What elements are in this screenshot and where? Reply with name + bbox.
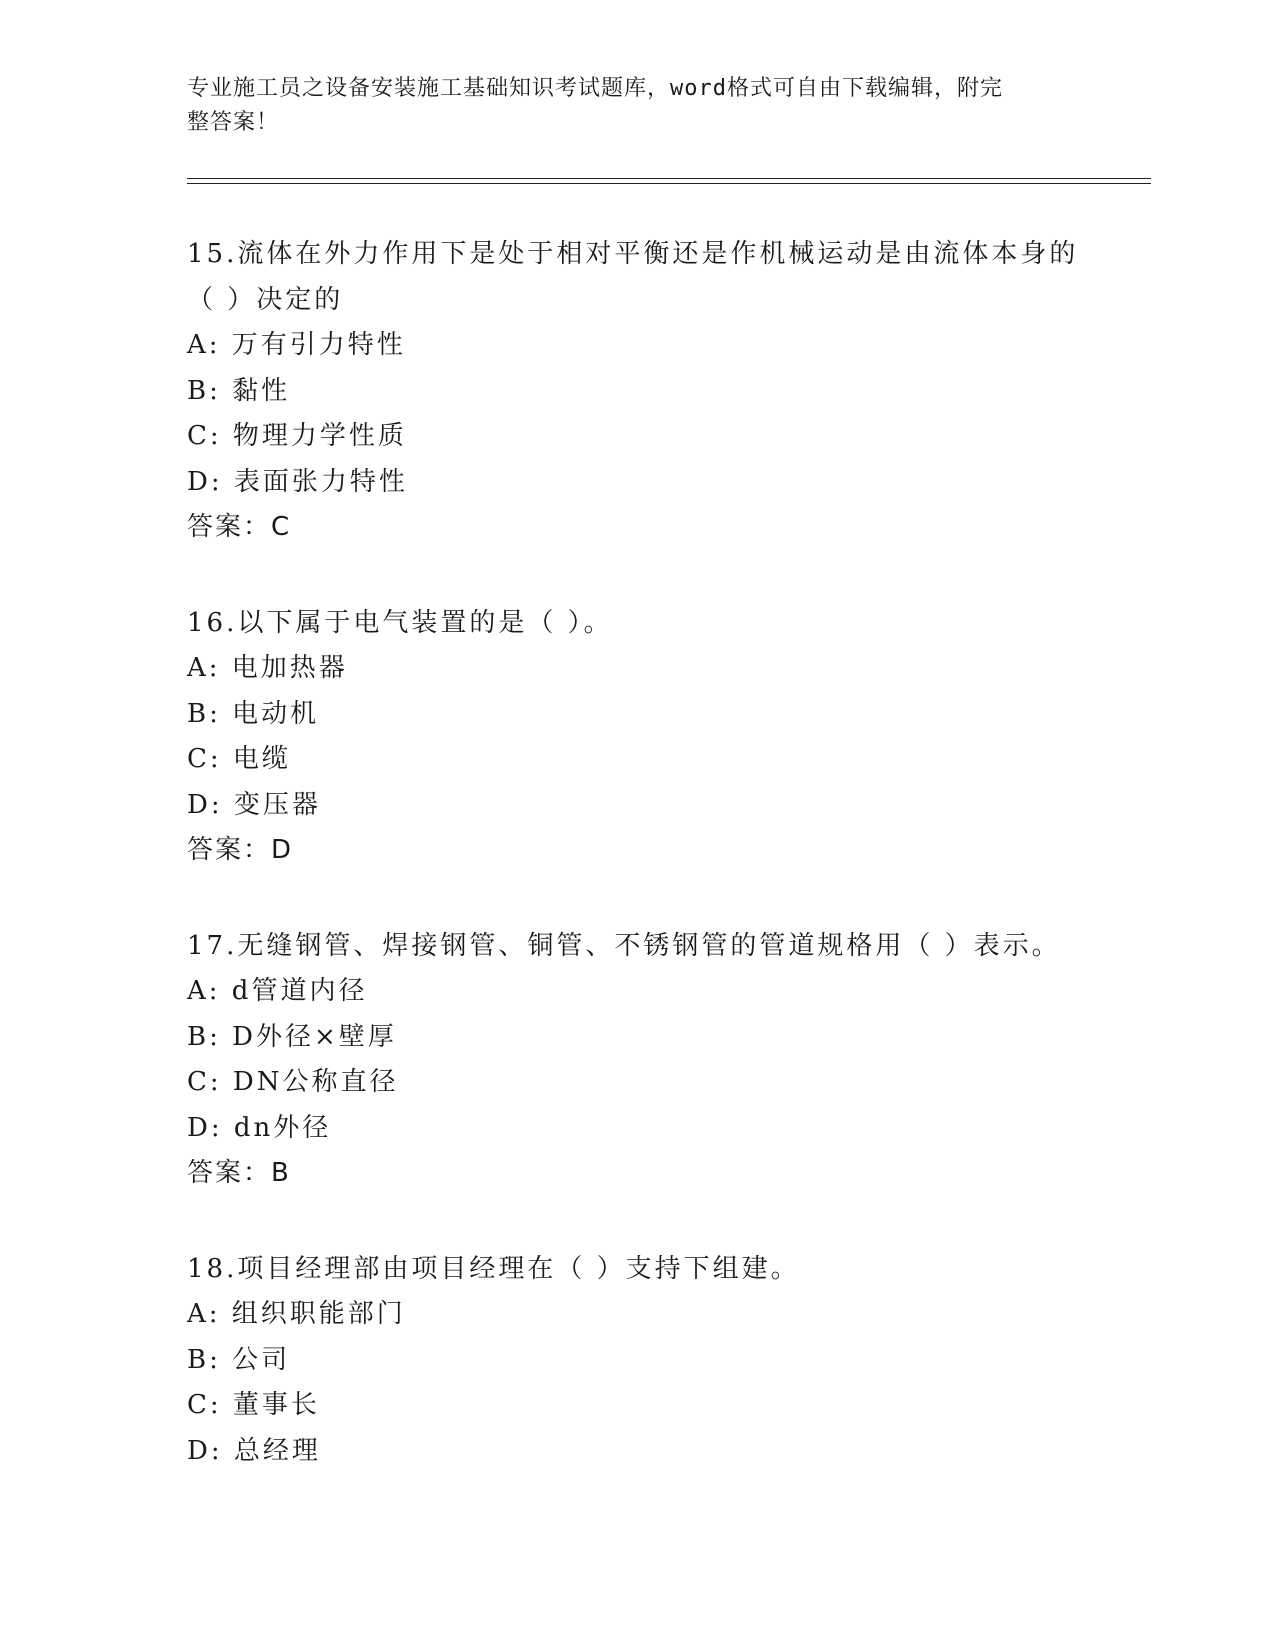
header-divider-top	[187, 178, 1151, 179]
option-c: C: 董事长	[187, 1390, 320, 1420]
question-stem-continued: （ ）决定的	[187, 284, 344, 315]
question-stem: 18.项目经理部由项目经理在（ ）支持下组建。	[187, 1253, 800, 1284]
question-stem: 17.无缝钢管、焊接钢管、铜管、不锈钢管的管道规格用（ ）表示。	[187, 930, 1061, 961]
option-a: A: 电加热器	[187, 653, 348, 683]
option-a: A: 组织职能部门	[187, 1299, 406, 1329]
answer: 答案：B	[187, 1158, 291, 1188]
option-d: D: 总经理	[187, 1435, 321, 1466]
option-c: C: 物理力学性质	[187, 421, 407, 451]
option-c: C: DN公称直径	[187, 1067, 399, 1097]
question-17	[187, 924, 1087, 1197]
header-line-2: 整答案！	[187, 110, 280, 135]
header-divider-bottom	[187, 183, 1151, 184]
answer: 答案：D	[187, 835, 294, 865]
question-18	[187, 1247, 1087, 1475]
document-header	[187, 72, 1067, 140]
question-stem: 16.以下属于电气装置的是（ ）。	[187, 607, 613, 638]
option-b: B: 黏性	[187, 375, 291, 406]
option-a: A: d管道内径	[187, 976, 368, 1006]
answer: 答案：C	[187, 512, 292, 542]
option-b: B: 公司	[187, 1344, 291, 1375]
option-d: D: 变压器	[187, 789, 321, 820]
option-b: B: 电动机	[187, 698, 320, 729]
option-a: A: 万有引力特性	[187, 330, 406, 360]
option-c: C: 电缆	[187, 744, 291, 774]
header-line-1: 专业施工员之设备安装施工基础知识考试题库，word格式可自由下载编辑，附完	[187, 76, 1003, 101]
question-stem: 15.流体在外力作用下是处于相对平衡还是作机械运动是由流体本身的	[187, 239, 1079, 269]
question-list	[187, 232, 1087, 1524]
option-d: D: dn外径	[187, 1112, 332, 1143]
question-16	[187, 601, 1087, 874]
question-15	[187, 232, 1087, 551]
option-b: B: D外径×壁厚	[187, 1021, 397, 1052]
option-d: D: 表面张力特性	[187, 466, 408, 497]
